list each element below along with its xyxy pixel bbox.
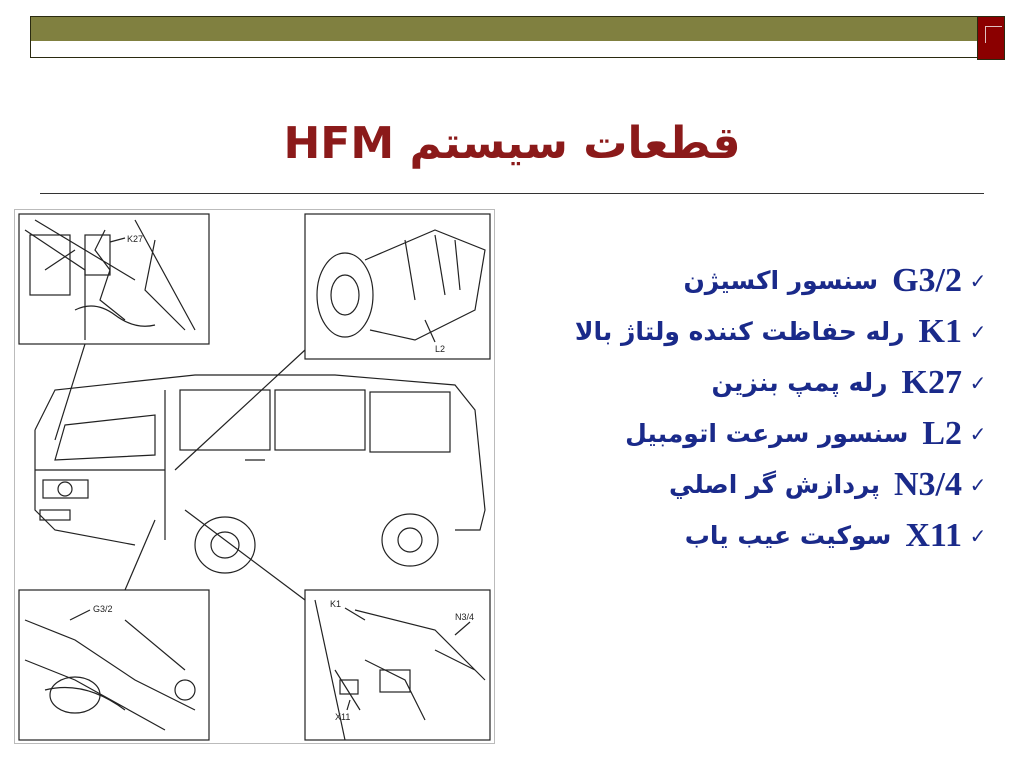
item-code: X11 <box>905 516 962 554</box>
label-g32: G3/2 <box>93 604 113 614</box>
title-divider <box>40 193 984 194</box>
item-desc: رله حفاظت كننده ولتاژ بالا <box>574 317 905 346</box>
label-l2: L2 <box>435 344 446 354</box>
corner-decor-inner <box>985 26 1002 43</box>
item-code: K27 <box>901 363 962 401</box>
check-icon: ✓ <box>969 268 987 293</box>
van-diagram-svg <box>15 210 494 743</box>
inset-k27 <box>19 214 209 344</box>
item-desc: پردازش گر اصلي <box>669 470 880 499</box>
item-code: K1 <box>918 312 962 350</box>
check-icon: ✓ <box>969 370 987 395</box>
list-item-k27 <box>494 357 994 408</box>
list-item-x11 <box>494 510 994 561</box>
item-desc: رله پمپ بنزين <box>711 368 888 397</box>
label-n34: N3/4 <box>455 612 475 622</box>
top-decor-bar <box>30 16 978 42</box>
component-list <box>494 255 994 561</box>
check-icon: ✓ <box>969 421 987 446</box>
item-desc: سنسور اکسیژن <box>683 266 879 295</box>
item-desc: سوكيت عيب ياب <box>684 521 892 550</box>
item-code: N3/4 <box>894 465 962 503</box>
inset-g32 <box>19 590 209 740</box>
check-icon: ✓ <box>969 523 987 548</box>
list-item-g32 <box>494 255 994 306</box>
hfm-components-diagram <box>14 209 495 744</box>
item-desc: سنسور سرعت اتومبيل <box>625 419 909 448</box>
item-code: G3/2 <box>892 261 962 299</box>
list-item-l2 <box>494 408 994 459</box>
label-x11: X11 <box>335 712 351 722</box>
label-k27: K27 <box>127 234 144 244</box>
slide-title: قطعات سیستم HFM <box>283 118 741 169</box>
check-icon: ✓ <box>969 472 987 497</box>
list-item-k1 <box>494 306 994 357</box>
label-k1: K1 <box>330 599 342 609</box>
item-code: L2 <box>922 414 962 452</box>
check-icon: ✓ <box>969 319 987 344</box>
top-decor-underbar <box>30 41 977 58</box>
list-item-n34 <box>494 459 994 510</box>
